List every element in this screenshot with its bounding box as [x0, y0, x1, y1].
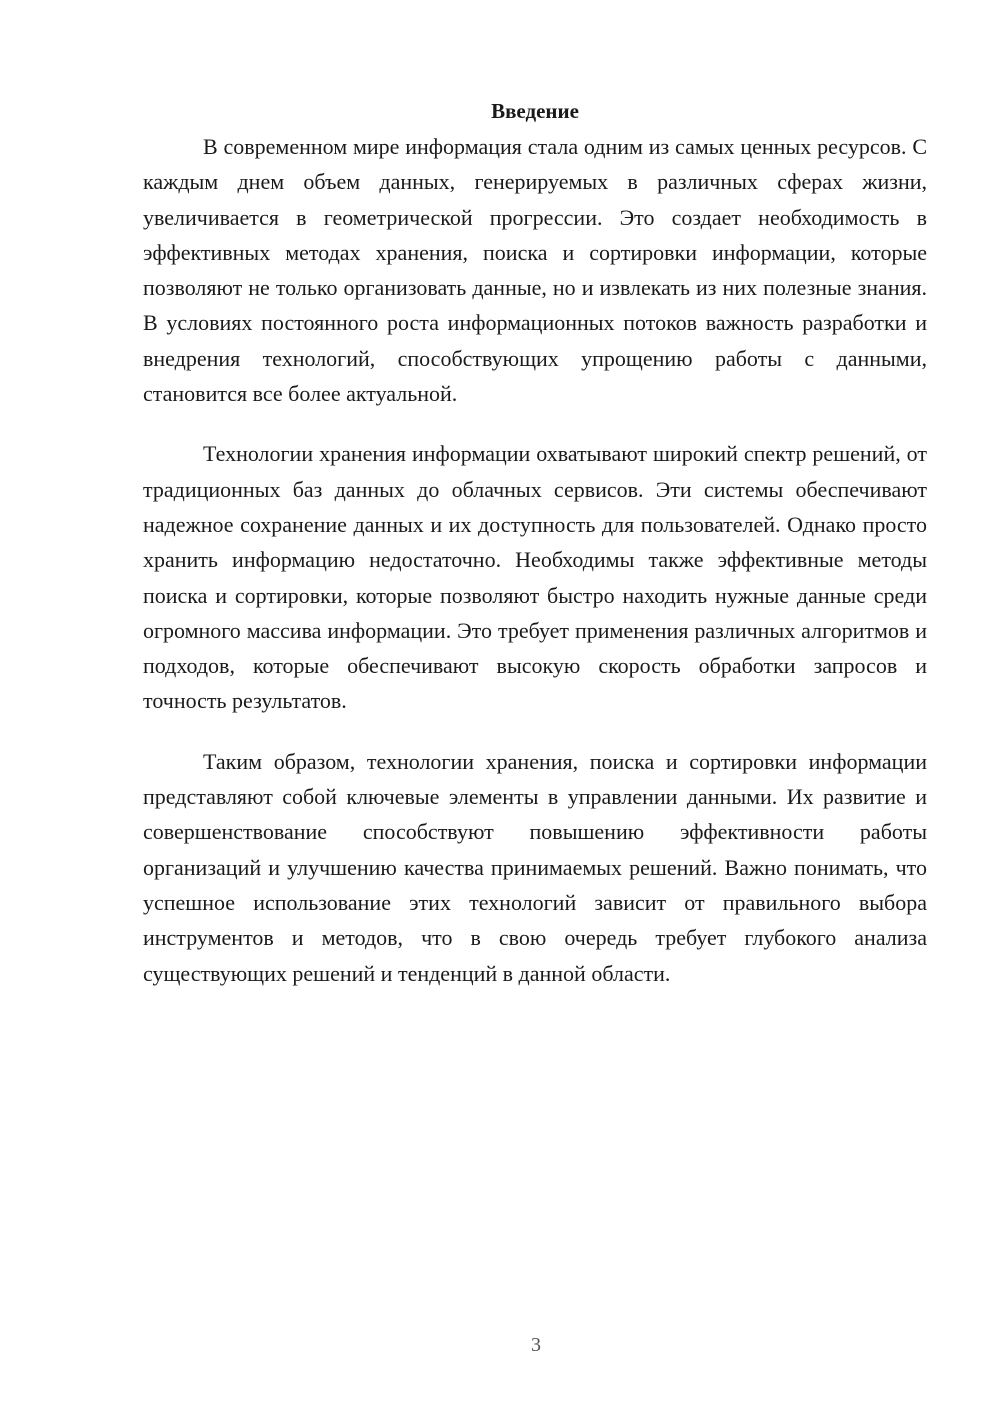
paragraph-3: Таким образом, технологии хранения, поиска и сортировки информации представляют собой ключевые элементы в управлении данными. Их развитие и совершенствование способствуют повышению эффективности работы организаций и улучшению качества принимаемых решений. Важно понимать, что успешное использование этих технологий зависит от правильного выбора инструментов и методов, что в свою очередь требует глубокого анализа существующих решений и тенденций в данной области.	[143, 748, 927, 986]
section-title: Введение	[491, 99, 579, 123]
paragraph-2: Технологии хранения информации охватывают широкий спектр решений, от традиционных баз данных до облачных сервисов. Эти системы обеспечивают надежное сохранение данных и их доступность для пользователей. Однако просто хранить информацию недостаточно. Необходимы также эффективные методы поиска и сортировки, которые позволяют быстро находить нужные данные среди огромного массива информации. Это требует применения различных алгоритмов и подходов, которые обеспечивают высокую скорость обработки запросов и точность результатов.	[143, 441, 927, 714]
page-content	[143, 96, 927, 991]
paragraph-1: В современном мире информация стала одним из самых ценных ресурсов. С каждым днем объем данных, генерируемых в различных сферах жизни, увеличивается в геометрической прогрессии. Это создает необходимость в эффективных методах хранения, поиска и сортировки информации, которые позволяют не только организовать данные, но и извлекать из них полезные знания. В условиях постоянного роста информационных потоков важность разработки и внедрения технологий, способствующих упрощению работы с данными, становится все более актуальной.	[143, 134, 927, 407]
page-number: 3	[531, 1334, 541, 1356]
